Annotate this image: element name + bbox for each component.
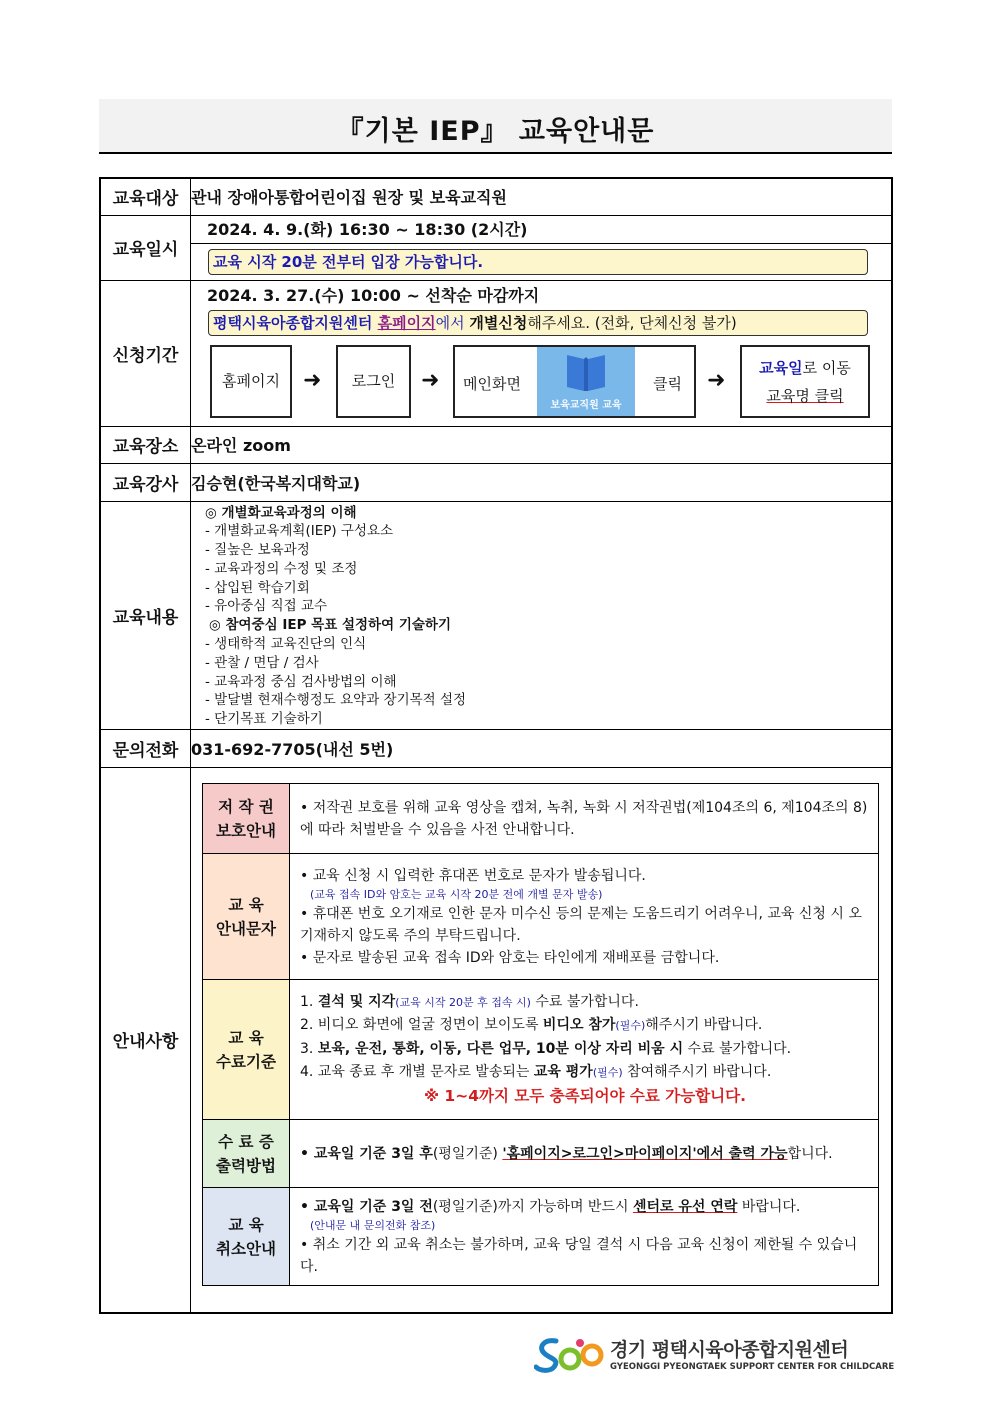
center-logo-icon	[534, 1335, 606, 1375]
value-phone: 031-692-7705(내선 5번)	[191, 730, 893, 768]
text-sms: • 교육 신청 시 입력한 휴대폰 번호로 문자가 발송됩니다. (교육 접속 ID와 암호는 교육 시작 20분 전에 개별 문자 발송) • 휴대폰 번호 오기재로 인한 문자 미수신 등의 문제는 도움드리기 어려우니, 교육 신청 시 오기재하지 않도록 주의 부탁드립니다. • 문자로 발송된 교육 접속 ID와 암호는 타인에게 재배포를 금합니다.	[290, 854, 879, 980]
label-copyright: 저 작 권 보호안내	[203, 784, 290, 854]
banner-teacher-edu	[537, 347, 635, 416]
row-content	[100, 501, 892, 730]
note-entry: 교육 시작 20분 전부터 입장 가능합니다.	[208, 249, 868, 275]
arrow-2: ➜	[421, 367, 440, 393]
notice-criteria	[203, 980, 879, 1120]
content-heading-1: ◎ 개별화교육과정의 이해	[205, 504, 357, 521]
text-copyright: • 저작권 보호를 위해 교육 영상을 캡쳐, 녹취, 녹화 시 저작권법(제104조의 6, 제104조의 8)에 따라 처벌받을 수 있음을 사전 안내합니다.	[290, 784, 879, 854]
note-apply-4: 개별신청	[469, 313, 528, 332]
row-lecturer	[100, 463, 892, 501]
step-edu-day	[740, 345, 870, 418]
arrow-3: ➜	[707, 367, 726, 393]
content-list	[191, 502, 891, 730]
value-place: 온라인 zoom	[191, 426, 893, 463]
label-notice: 안내사항	[100, 768, 191, 1313]
value-apply: 2024. 3. 27.(수) 10:00 ~ 선착순 마감까지	[207, 285, 540, 305]
label-certificate: 수 료 증 출력방법	[203, 1120, 290, 1188]
step-main	[453, 345, 696, 418]
step4-a: 교육일	[759, 358, 803, 377]
content-item: - 관찰 / 면담 / 검사	[205, 654, 319, 671]
step-main-label: 메인화면	[463, 374, 521, 393]
footer-en: GYEONGGI PYEONGTAEK SUPPORT CENTER FOR CHILDCARE	[610, 1362, 895, 1372]
step4-c: 교육명 클릭	[766, 386, 844, 405]
note-apply-3: 에서	[435, 313, 470, 332]
label-apply: 신청기간	[100, 280, 191, 426]
content-heading-2: ◎ 참여중심 IEP 목표 설정하여 기술하기	[209, 617, 451, 634]
row-apply	[100, 280, 892, 426]
content-item: - 질높은 보육과정	[205, 542, 310, 559]
content-item: - 교육과정 중심 검사방법의 이해	[205, 673, 397, 690]
label-cancel: 교 육 취소안내	[203, 1188, 290, 1286]
footer-logo	[534, 1335, 895, 1377]
text-cancel: • 교육일 기준 3일 전(평일기준)까지 가능하며 반드시 센터로 유선 연락 바랍니다. (안내문 내 문의전화 참조) • 취소 기간 외 교육 취소는 불가하며, 교육 당일 결석 시 다음 교육 신청이 제한될 수 있습니다.	[290, 1188, 879, 1286]
label-criteria: 교 육 수료기준	[203, 980, 290, 1120]
content-item: - 삽입된 학습기회	[205, 579, 310, 596]
row-phone	[100, 730, 892, 768]
label-target: 교육대상	[100, 178, 191, 215]
row-place	[100, 426, 892, 463]
notice-table	[202, 783, 879, 1286]
label-content: 교육내용	[100, 501, 191, 730]
step-login: 로그인	[336, 345, 411, 418]
apply-steps	[191, 340, 891, 424]
step4-b: 로 이동	[802, 358, 851, 377]
content-item: - 단기목표 기술하기	[205, 711, 323, 728]
content-item: - 생태학적 교육진단의 인식	[205, 636, 367, 653]
banner-text: 보육교직원 교육	[550, 399, 622, 411]
note-apply-2: 홈페이지	[377, 313, 436, 332]
notice-copyright	[203, 784, 879, 854]
content-item: - 발달별 현재수행정도 요약과 장기목적 설정	[205, 692, 467, 709]
label-date: 교육일시	[100, 215, 191, 280]
value-date: 2024. 4. 9.(화) 16:30 ~ 18:30 (2시간)	[207, 219, 528, 239]
note-apply-5: 해주세요. (전화, 단체신청 불가)	[527, 313, 737, 332]
title-box	[99, 99, 892, 154]
step-main-click: 클릭	[653, 374, 682, 393]
content-item: - 교육과정의 수정 및 조정	[205, 560, 358, 577]
criteria-note: ※ 1~4까지 모두 충족되어야 수료 가능합니다.	[423, 1086, 747, 1105]
text-certificate: • 교육일 기준 3일 후(평일기준) '홈페이지>로그인>마이페이지'에서 출력 가능합니다.	[290, 1120, 879, 1188]
page-title: 『기본 IEP』 교육안내문	[336, 116, 655, 147]
text-criteria: 1. 결석 및 지각(교육 시작 20분 후 접속 시) 수료 불가합니다. 2. 비디오 화면에 얼굴 정면이 보이도록 비디오 참가(필수)해주시기 바랍니다. 3. 보육, 운전, 통화, 이동, 다른 업무, 10분 이상 자리 비움 시 수료 불가합니다. 4. 교육 종료 후 개별 문자로 발송되는 교육 평가(필수) 참여해주시기 바랍니다. ※ 1~4까지 모두 충족되어야 수료 가능합니다.	[290, 980, 879, 1120]
label-lecturer: 교육강사	[100, 463, 191, 501]
value-target: 관내 장애아통합어린이집 원장 및 보육교직원	[191, 178, 893, 215]
label-phone: 문의전화	[100, 730, 191, 768]
notice-sms	[203, 854, 879, 980]
row-date	[100, 215, 892, 280]
note-apply-1: 평택시육아종합지원센터	[213, 313, 378, 332]
notice-certificate	[203, 1120, 879, 1188]
note-apply	[208, 310, 868, 336]
arrow-1: ➜	[303, 367, 322, 393]
notice-cancel	[203, 1188, 879, 1286]
content-item: - 유아중심 직접 교수	[205, 598, 328, 615]
content-item: - 개별화교육계획(IEP) 구성요소	[205, 523, 394, 540]
step-homepage: 홈페이지	[210, 345, 292, 418]
label-sms: 교 육 안내문자	[203, 854, 290, 980]
value-lecturer: 김승현(한국복지대학교)	[191, 463, 893, 501]
row-target	[100, 178, 892, 215]
label-place: 교육장소	[100, 426, 191, 463]
footer-name: 경기 평택시육아종합지원센터	[610, 1339, 849, 1361]
